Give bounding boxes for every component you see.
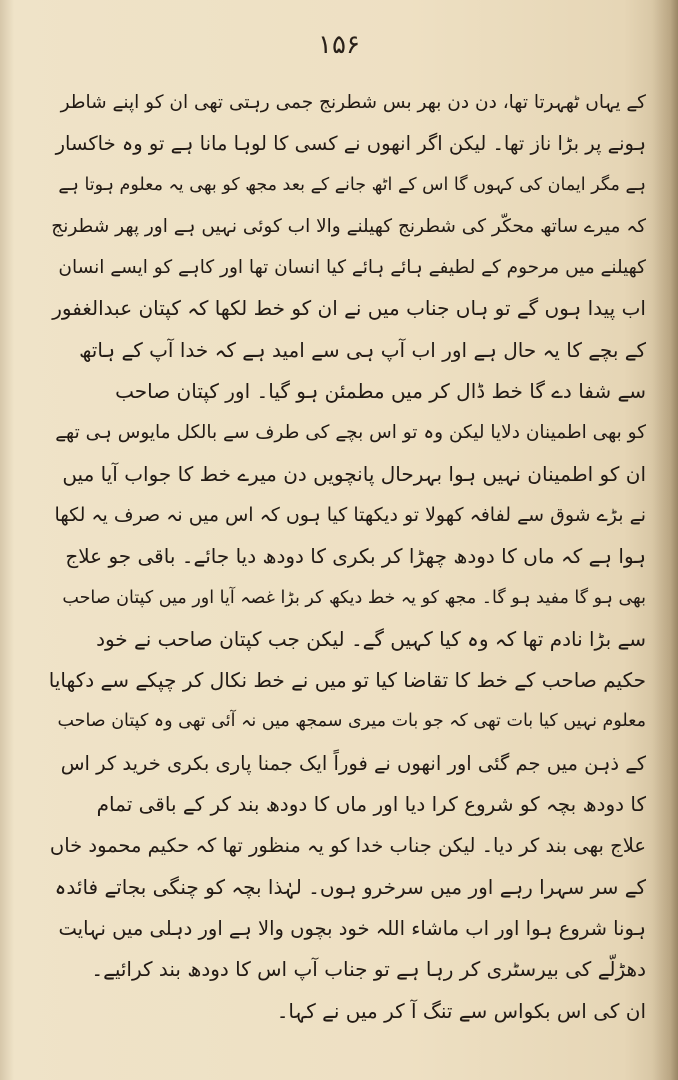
text-line: ہونے پر بڑا ناز تھا۔ لیکن اگر انھوں نے کسی کا لوہا مانا ہے تو وہ خاکسار <box>55 132 646 156</box>
text-line: سے بڑا نادم تھا کہ وہ کیا کہیں گے۔ لیکن جب کپتان صاحب نے خود <box>96 626 646 651</box>
text-line: ان کی اس بکواس سے تنگ آ کر میں نے کہا۔ <box>276 998 646 1023</box>
page-text <box>48 82 646 1032</box>
text-line: حکیم صاحب کے خط کا تقاضا کیا تو میں نے خط نکال کر چپکے سے دکھایا <box>48 668 646 693</box>
text-line: کا دودھ بچہ کو شروع کرا دیا اور ماں کا دودھ بند کر کے باقی تمام <box>96 792 646 817</box>
text-line: علاج بھی بند کر دیا۔ لیکن جناب خدا کو یہ منظور تھا کہ حکیم محمود خاں <box>49 834 646 858</box>
text-line: کے بچے کا یہ حال ہے اور اب آپ ہی سے امید ہے کہ خدا آپ کے ہاتھ <box>79 337 646 362</box>
text-line: سے شفا دے گا خط ڈال کر میں مطمئن ہو گیا۔ اور کپتان صاحب <box>115 379 646 404</box>
text-line: ان کو اطمینان نہیں ہوا بہرحال پانچویں دن میرے خط کا جواب آیا میں <box>62 461 646 486</box>
text-line: دھڑلّے کی بیرسٹری کر رہا ہے تو جناب آپ اس کا دودھ بند کرائیے۔ <box>91 957 646 982</box>
text-line: ہے مگر ایمان کی کہوں گا اس کے اٹھ جانے کے بعد مجھ کو بھی یہ معلوم ہوتا ہے <box>58 174 646 195</box>
text-line: ہونا شروع ہوا اور اب ماشاء اللہ خود بچوں والا ہے اور دہلی میں نہایت <box>58 916 646 940</box>
text-line: معلوم نہیں کیا بات تھی کہ جو بات میری سمجھ میں نہ آئی تھی وہ کپتان صاحب <box>57 711 646 732</box>
page-right-shadow <box>652 0 678 1080</box>
text-line: کے یہاں ٹھہرتا تھا، دن دن بھر بس شطرنج جمی رہتی تھی ان کو اپنے شاطر <box>60 92 646 113</box>
text-line: ہوا ہے کہ ماں کا دودھ چھڑا کر بکری کا دودھ دیا جائے۔ باقی جو علاج <box>65 544 646 569</box>
page-number: ۱۵۶ <box>318 30 360 60</box>
text-line: کو بھی اطمینان دلایا لیکن وہ تو اس بچے کی طرف سے بالکل مایوس ہی تھے <box>55 422 646 444</box>
text-line: کھیلنے میں مرحوم کے لطیفے ہائے ہائے کیا انسان تھا اور کاہے کو ایسے انسان <box>58 257 646 279</box>
text-line: کے سر سہرا رہے اور میں سرخرو ہوں۔ لہٰذا بچہ کو چنگی بجاتے فائدہ <box>54 874 646 899</box>
text-line: اب پیدا ہوں گے تو ہاں جناب میں نے ان کو خط لکھا کہ کپتان عبدالغفور <box>52 296 646 321</box>
text-line: بھی ہو گا مفید ہو گا۔ مجھ کو یہ خط دیکھ کر بڑا غصہ آیا اور میں کپتان صاحب <box>62 587 646 608</box>
page-left-shadow <box>0 0 14 1080</box>
text-line: کے ذہن میں جم گئی اور انھوں نے فوراً ایک جمنا پاری بکری خرید کر اس <box>60 751 646 775</box>
text-line: نے بڑے شوق سے لفافہ کھولا تو دیکھتا کیا ہوں کہ اس میں نہ صرف یہ لکھا <box>54 503 646 526</box>
text-line: کہ میرے ساتھ محکّر کی شطرنج کھیلنے والا اب کوئی نہیں ہے اور پھر شطرنج <box>51 215 646 237</box>
